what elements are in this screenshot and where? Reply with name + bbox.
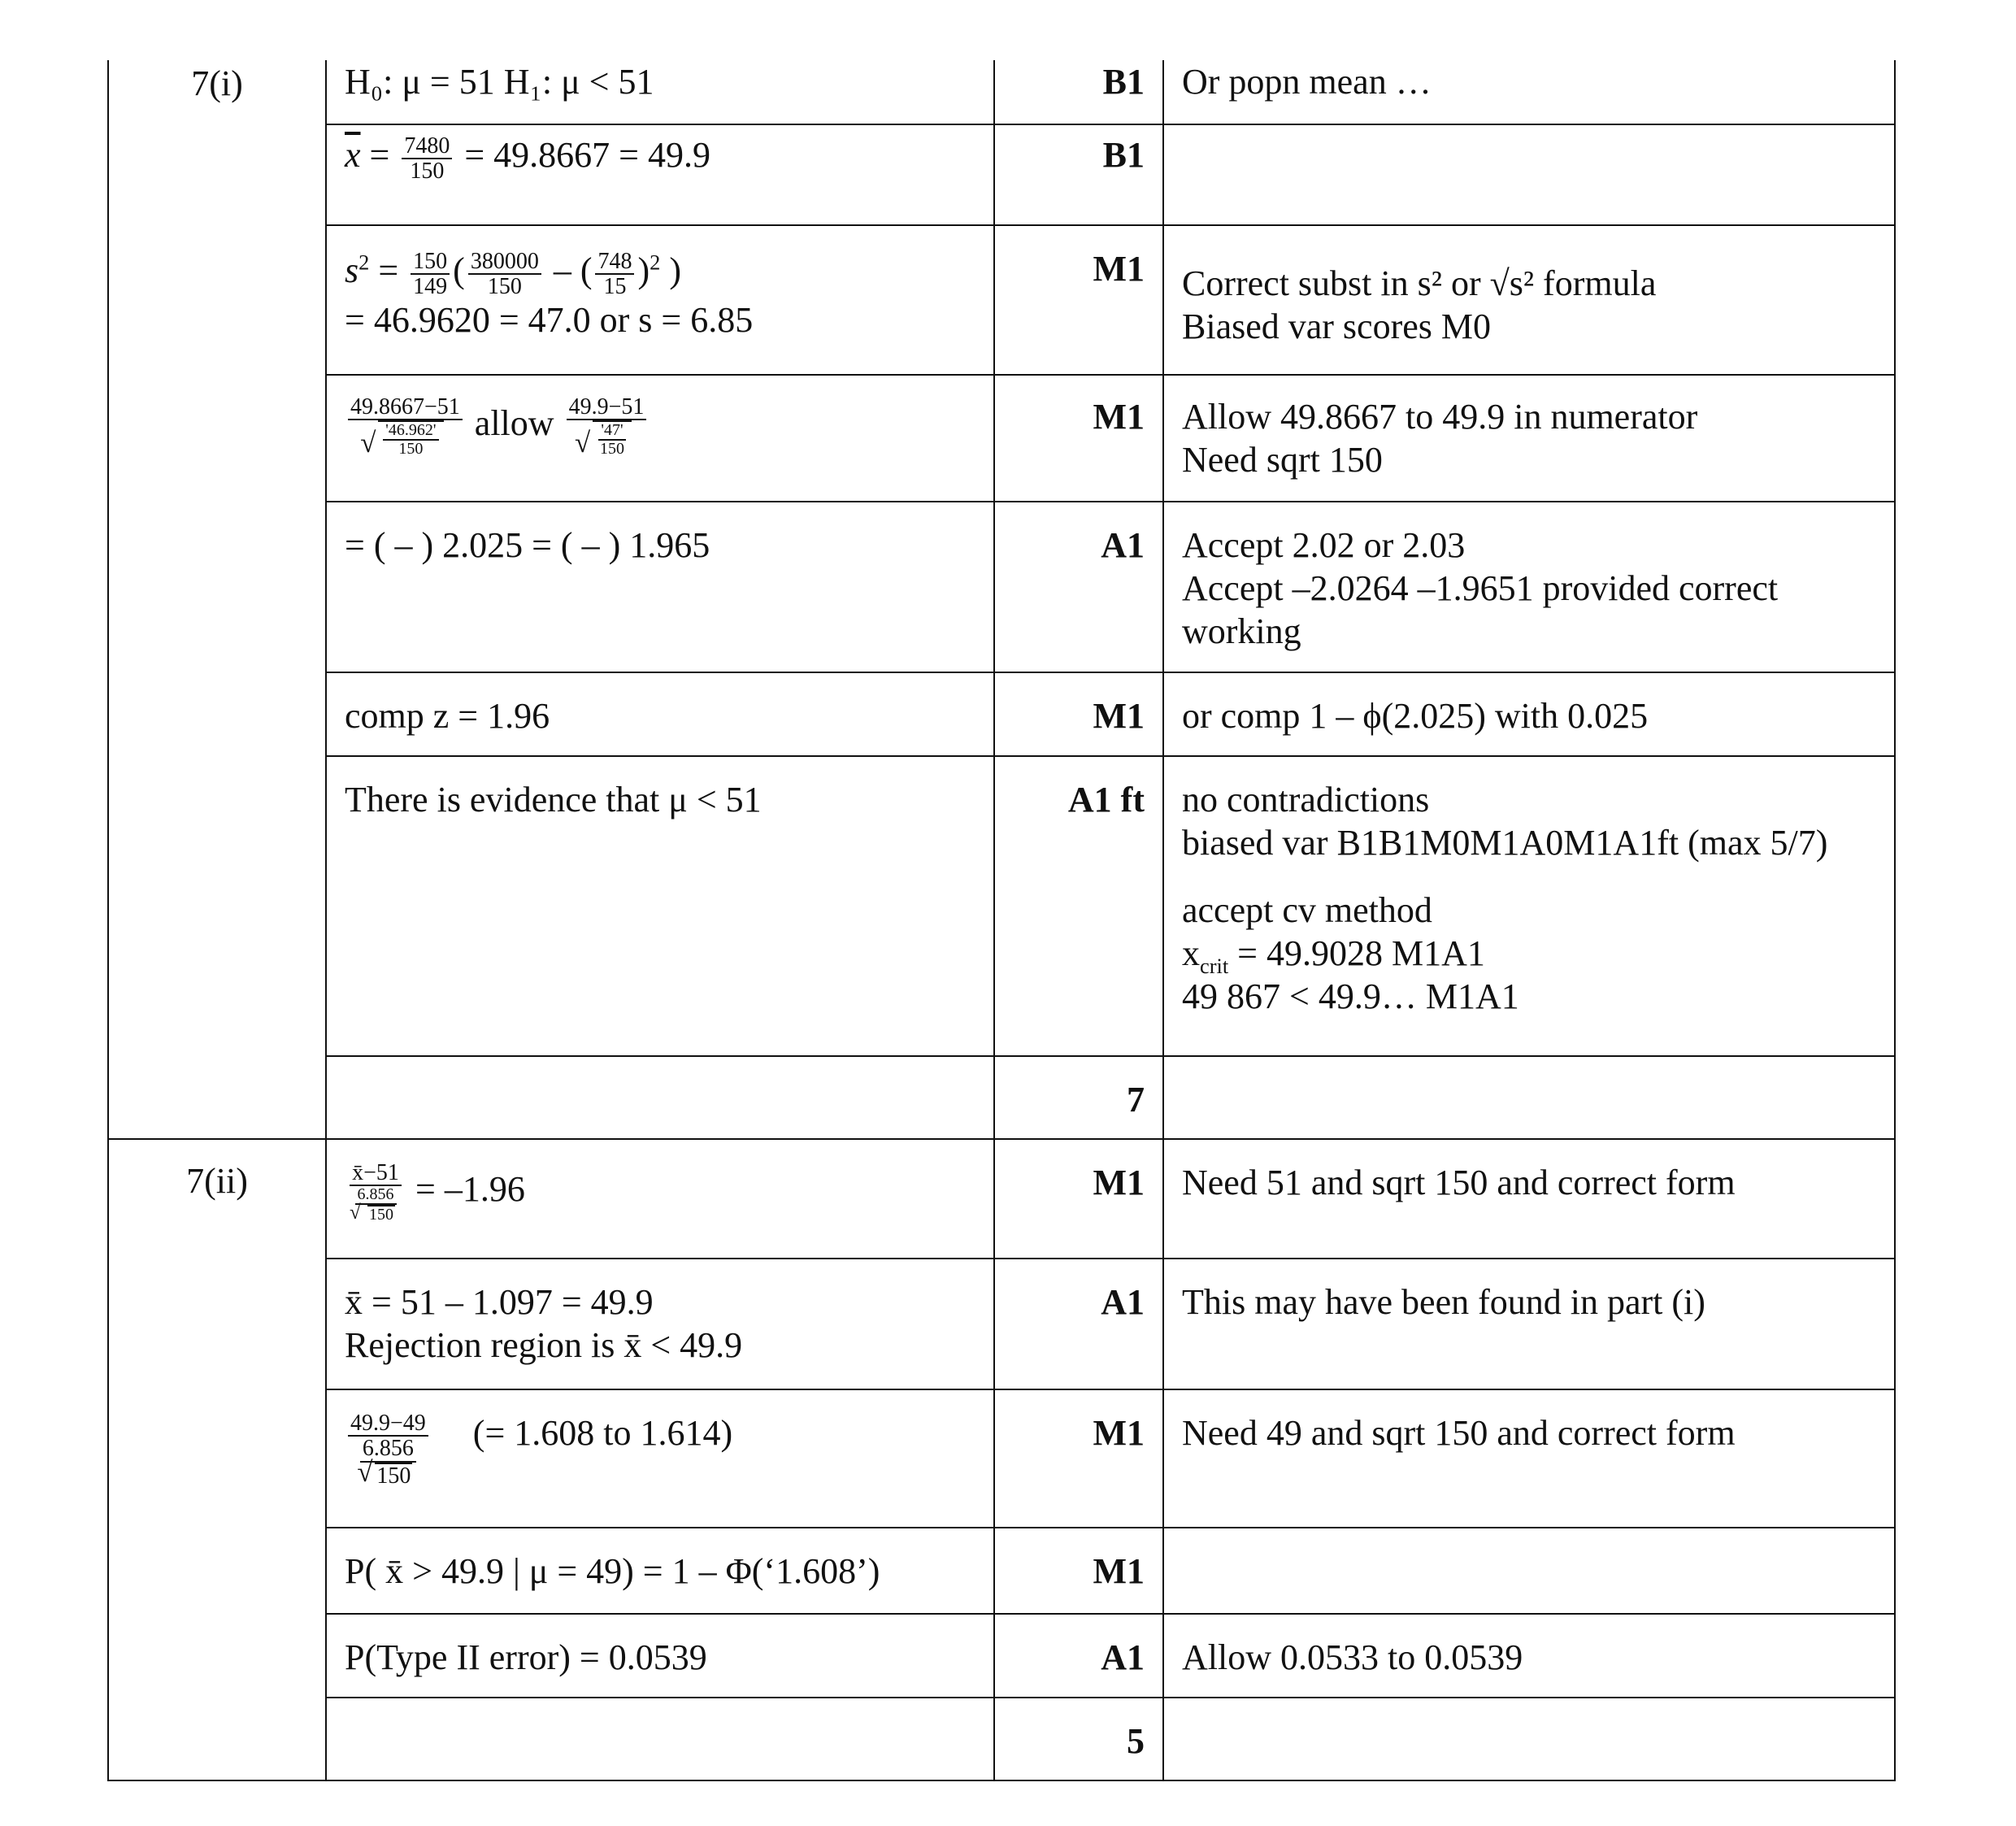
mark-cell: M1	[994, 225, 1163, 375]
table-row	[108, 1614, 1895, 1698]
working-cell	[326, 124, 994, 225]
question-number: 7(i)	[108, 60, 326, 1139]
guidance-cell	[1163, 1528, 1895, 1614]
mark-cell: M1	[994, 672, 1163, 756]
working-cell	[326, 1139, 994, 1259]
working-cell: P( x̄ > 49.9 | μ = 49) = 1 – Φ(‘1.608’)	[326, 1528, 994, 1614]
guidance-cell: Allow 0.0533 to 0.0539	[1163, 1614, 1895, 1698]
guidance-cell: Need 51 and sqrt 150 and correct form	[1163, 1139, 1895, 1259]
working-cell	[326, 1698, 994, 1780]
working-cell: P(Type II error) = 0.0539	[326, 1614, 994, 1698]
guidance-cell: no contradictions biased var B1B1M0M1A0M1A1ft (max 5/7) accept cv method $x_{crit} = 49.9028$ M1A1 49 867 < 49.9… M1A1	[1163, 756, 1895, 1056]
table-row	[108, 1528, 1895, 1614]
working-cell	[326, 1389, 994, 1528]
working-cell	[326, 375, 994, 502]
mark-cell: A1	[994, 1259, 1163, 1389]
guidance-cell	[1163, 1056, 1895, 1139]
working-cell: comp z = 1.96	[326, 672, 994, 756]
guidance-cell: This may have been found in part (i)	[1163, 1259, 1895, 1389]
total-mark: 7	[994, 1056, 1163, 1139]
sample-mean-working: $\overline{x}$ = $\frac{7480}{150}$ = 49.8667 = 49.9	[345, 133, 710, 184]
working-cell: = ( – ) 2.025 = ( – ) 1.965	[326, 502, 994, 672]
working-cell: $s^2$ = $\frac{150}{149}$ ( $\frac{380000}{150}$ – ( $\frac{748}{15}$ )$^2$ ) = 46.9620 = 47.0 or s = 6.85	[326, 225, 994, 375]
variance-working: $s^2$ = $\frac{150}{149}$ ( $\frac{380000}{150}$ – ( $\frac{748}{15}$ )$^2$ )	[345, 248, 681, 299]
table-row	[108, 124, 1895, 225]
guidance-cell: Accept 2.02 or 2.03 Accept –2.0264 –1.9651 provided correct working	[1163, 502, 1895, 672]
guidance-cell: Need 49 and sqrt 150 and correct form	[1163, 1389, 1895, 1528]
table-row	[108, 1139, 1895, 1259]
guidance-cell: Correct subst in s² or √s² formula Biased var scores M0	[1163, 225, 1895, 375]
table-row	[108, 225, 1895, 375]
table-row	[108, 1698, 1895, 1780]
working-cell	[326, 1056, 994, 1139]
question-number: 7(ii)	[108, 1139, 326, 1780]
table-row	[108, 60, 1895, 124]
table-row	[108, 1259, 1895, 1389]
mark-cell: B1	[994, 124, 1163, 225]
guidance-cell: or comp 1 – ϕ(2.025) with 0.025	[1163, 672, 1895, 756]
mark-cell: A1	[994, 502, 1163, 672]
test-statistic-working: 49.8667−51 √ $\frac{'46.962'}{150}$ allow 49.9−51 √ $\frac{'47'}{150}$	[345, 395, 975, 458]
critical-value-line: $x_{crit} = 49.9028$ M1A1	[1182, 933, 1485, 978]
table-row	[108, 1056, 1895, 1139]
table-row	[108, 756, 1895, 1056]
total-mark: 5	[994, 1698, 1163, 1780]
table-row	[108, 375, 1895, 502]
table-row	[108, 502, 1895, 672]
mark-cell: M1	[994, 375, 1163, 502]
guidance-cell: Or popn mean …	[1163, 60, 1895, 124]
mark-cell: M1	[994, 1139, 1163, 1259]
critical-value-working: x̄−51 6.856 √ 150 = –1.96	[345, 1161, 975, 1224]
fraction: $\frac{7480}{150}$	[402, 134, 452, 184]
table-row	[108, 672, 1895, 756]
working-cell	[326, 60, 994, 124]
mark-cell: M1	[994, 1389, 1163, 1528]
mark-scheme-table	[107, 60, 1896, 1781]
mark-cell: M1	[994, 1528, 1163, 1614]
mark-cell: A1 ft	[994, 756, 1163, 1056]
guidance-cell	[1163, 1698, 1895, 1780]
working-cell: There is evidence that μ < 51	[326, 756, 994, 1056]
table-row	[108, 1389, 1895, 1528]
hypotheses: H₀: μ = 51 H₁: μ < 51	[345, 62, 654, 102]
guidance-cell: Allow 49.8667 to 49.9 in numerator Need sqrt 150	[1163, 375, 1895, 502]
guidance-cell	[1163, 124, 1895, 225]
mark-cell: A1	[994, 1614, 1163, 1698]
mark-cell: B1	[994, 60, 1163, 124]
working-cell: x̄ = 51 – 1.097 = 49.9 Rejection region is x̄ < 49.9	[326, 1259, 994, 1389]
type-ii-standardise: 49.9−49 6.856 √ 150 (= 1.608 to 1.614)	[345, 1411, 975, 1488]
